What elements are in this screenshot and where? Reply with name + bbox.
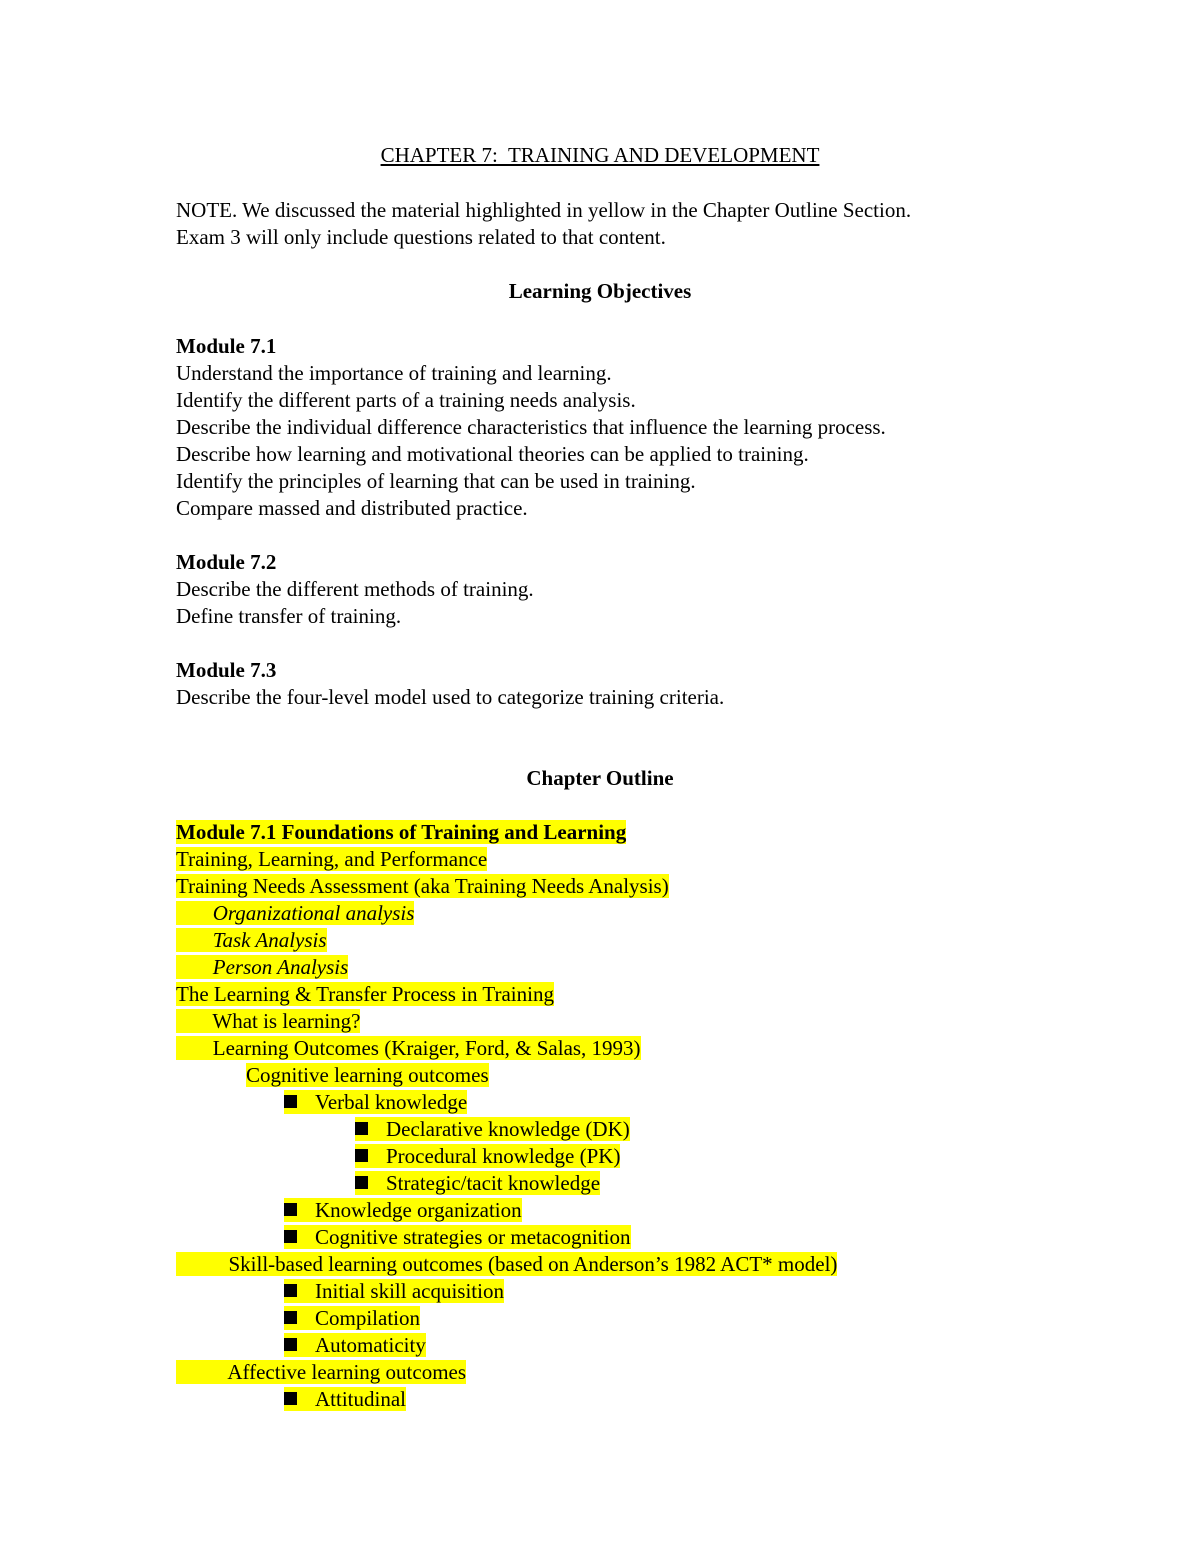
outline-bullet-item: Procedural knowledge (PK): [355, 1144, 620, 1168]
note-line-2: Exam 3 will only include questions related to that content.: [176, 225, 666, 249]
outline-item-indent: [176, 1036, 641, 1060]
outline-bullet-item: Strategic/tacit knowledge: [355, 1171, 600, 1195]
square-bullet-icon: [355, 1122, 368, 1135]
square-bullet-icon: [284, 1311, 297, 1324]
outline-item: The Learning & Transfer Process in Training: [176, 982, 554, 1006]
objective-item: Identify the different parts of a training needs analysis.: [176, 388, 636, 412]
chapter-outline-heading: Chapter Outline: [526, 766, 674, 790]
outline-item: Skill-based learning outcomes (based on Anderson’s 1982 ACT* model): [228, 1252, 838, 1276]
outline-item-indent: [176, 955, 348, 979]
objective-item: Identify the principles of learning that can be used in training.: [176, 469, 696, 493]
outline-bullet-item: Knowledge organization: [284, 1198, 522, 1222]
outline-item: Affective learning outcomes: [227, 1360, 467, 1384]
square-bullet-icon: [284, 1392, 297, 1405]
module-7-2-heading: Module 7.2: [176, 550, 277, 574]
outline-item: Training Needs Assessment (aka Training Needs Analysis): [176, 874, 669, 898]
outline-item: Task Analysis: [212, 928, 327, 952]
outline-item-indent: [176, 1009, 360, 1033]
square-bullet-icon: [284, 1230, 297, 1243]
objective-item: Describe the individual difference characteristics that influence the learning process.: [176, 415, 886, 439]
outline-item-indent: [176, 1360, 466, 1384]
outline-item: What is learning?: [212, 1009, 361, 1033]
module-7-3-heading: Module 7.3: [176, 658, 277, 682]
note-line-1: NOTE. We discussed the material highlighted in yellow in the Chapter Outline Section.: [176, 198, 912, 222]
outline-item: Person Analysis: [212, 955, 349, 979]
square-bullet-icon: [284, 1203, 297, 1216]
outline-module-title: Module 7.1 Foundations of Training and Learning: [176, 820, 627, 844]
outline-item: Learning Outcomes (Kraiger, Ford, & Salas, 1993): [212, 1036, 641, 1060]
square-bullet-icon: [284, 1095, 297, 1108]
square-bullet-icon: [284, 1284, 297, 1297]
objective-item: Describe how learning and motivational theories can be applied to training.: [176, 442, 809, 466]
outline-item: Cognitive learning outcomes: [246, 1063, 489, 1087]
outline-bullet-item: Automaticity: [284, 1333, 426, 1357]
objective-item: Understand the importance of training and learning.: [176, 361, 612, 385]
objective-item: Describe the four-level model used to categorize training criteria.: [176, 685, 725, 709]
objective-item: Compare massed and distributed practice.: [176, 496, 528, 520]
square-bullet-icon: [355, 1176, 368, 1189]
outline-bullet-item: Attitudinal: [284, 1387, 406, 1411]
module-7-1-heading: Module 7.1: [176, 334, 277, 358]
outline-item: Training, Learning, and Performance: [176, 847, 488, 871]
objective-item: Define transfer of training.: [176, 604, 402, 628]
square-bullet-icon: [284, 1338, 297, 1351]
outline-bullet-item: Compilation: [284, 1306, 420, 1330]
chapter-title: CHAPTER 7: TRAINING AND DEVELOPMENT: [380, 143, 820, 167]
objective-item: Describe the different methods of training.: [176, 577, 534, 601]
square-bullet-icon: [355, 1149, 368, 1162]
outline-bullet-item: Cognitive strategies or metacognition: [284, 1225, 631, 1249]
outline-item: Organizational analysis: [212, 901, 415, 925]
outline-item-indent: [176, 1252, 837, 1276]
outline-bullet-item: Initial skill acquisition: [284, 1279, 504, 1303]
outline-item-indent: [176, 901, 414, 925]
outline-bullet-item: Verbal knowledge: [284, 1090, 467, 1114]
outline-bullet-item: Declarative knowledge (DK): [355, 1117, 630, 1141]
learning-objectives-heading: Learning Objectives: [508, 279, 692, 303]
outline-item-indent: [176, 928, 327, 952]
